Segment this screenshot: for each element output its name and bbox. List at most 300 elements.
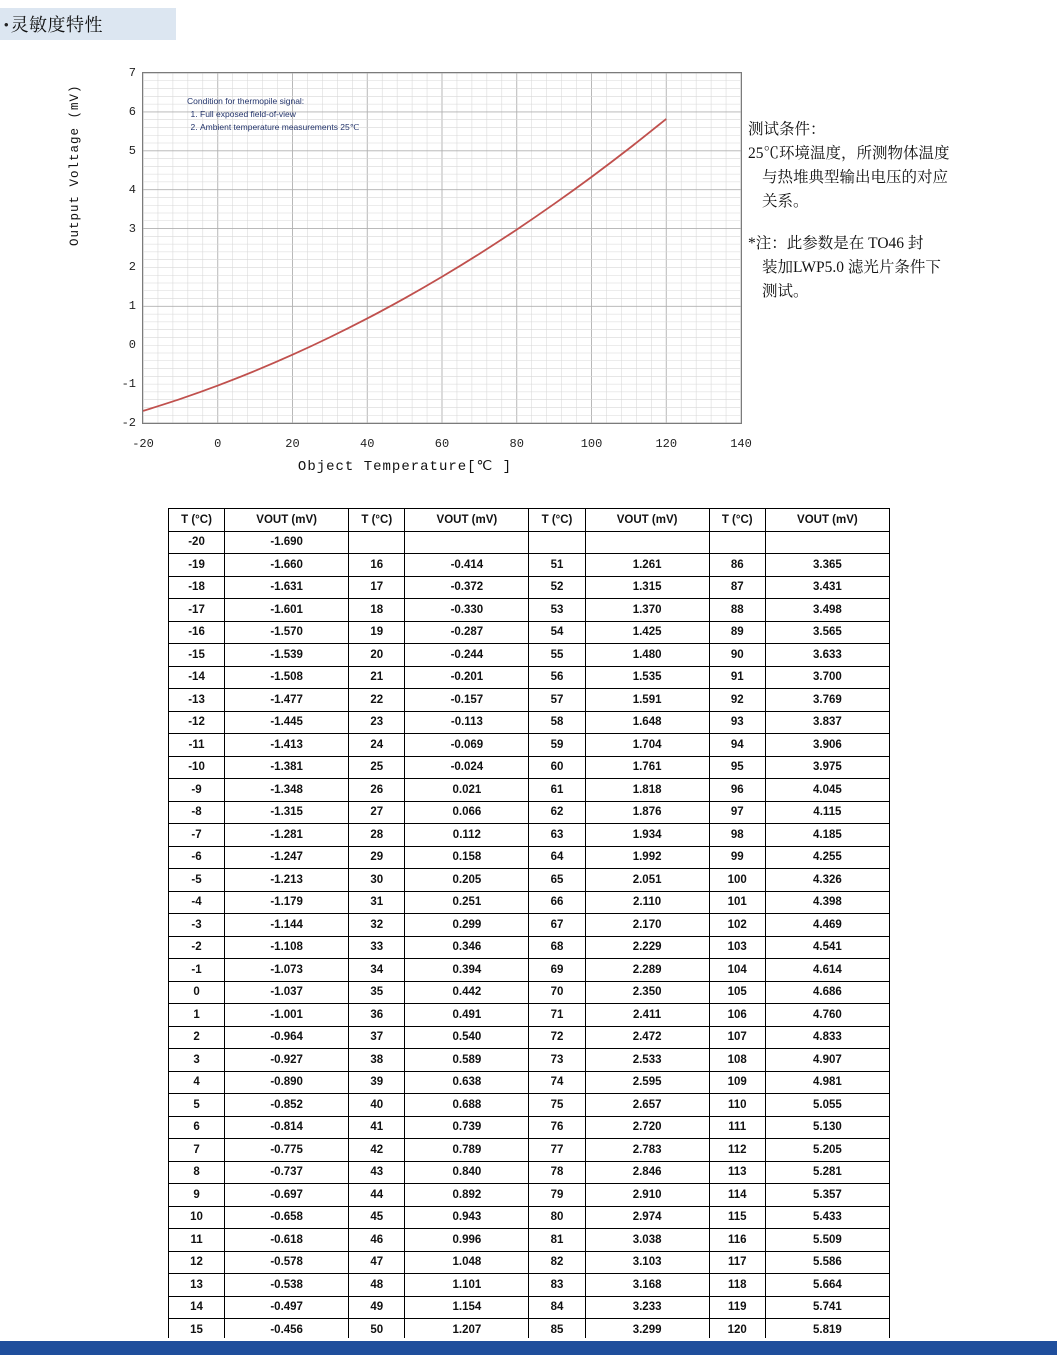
table-cell: -1.247 (225, 846, 349, 869)
table-cell: 4.115 (765, 801, 889, 824)
condition-note-item: 2. Ambient temperature measurements 25℃ (200, 121, 433, 133)
table-cell: 74 (529, 1071, 585, 1094)
chart-series-line (143, 119, 666, 411)
table-cell: 4 (169, 1071, 225, 1094)
table-cell: -2 (169, 936, 225, 959)
table-header-cell-2: T (°C) (349, 509, 405, 532)
table-cell: 81 (529, 1229, 585, 1252)
table-cell: 5.433 (765, 1206, 889, 1229)
chart-y-tick: 3 (128, 221, 136, 236)
table-cell: -18 (169, 576, 225, 599)
table-row (169, 1004, 890, 1027)
table-cell: 13 (169, 1274, 225, 1297)
table-cell: -0.024 (405, 756, 529, 779)
table-cell: 23 (349, 711, 405, 734)
table-cell: 90 (709, 644, 765, 667)
table-cell: 3.299 (585, 1319, 709, 1342)
table-cell: 113 (709, 1161, 765, 1184)
table-cell: 1.048 (405, 1251, 529, 1274)
table-cell: -16 (169, 621, 225, 644)
table-row (169, 891, 890, 914)
table-cell: 15 (169, 1319, 225, 1342)
table-cell: 5.055 (765, 1094, 889, 1117)
table-cell: 87 (709, 576, 765, 599)
table-row (169, 644, 890, 667)
chart-x-tick: 120 (655, 437, 678, 451)
table-cell: 6 (169, 1116, 225, 1139)
table-cell: 105 (709, 981, 765, 1004)
table-cell (585, 531, 709, 554)
table-cell: 83 (529, 1274, 585, 1297)
table-cell: -7 (169, 824, 225, 847)
table-cell: 1.480 (585, 644, 709, 667)
chart-x-axis-label: Object Temperature[℃ ] (297, 459, 513, 475)
table-cell: 4.686 (765, 981, 889, 1004)
table-cell: 50 (349, 1319, 405, 1342)
table-cell: -10 (169, 756, 225, 779)
table-cell: 0.491 (405, 1004, 529, 1027)
table-header-cell-3: VOUT (mV) (405, 509, 529, 532)
table-cell: 35 (349, 981, 405, 1004)
table-cell: 33 (349, 936, 405, 959)
table-cell: 49 (349, 1296, 405, 1319)
table-row (169, 734, 890, 757)
table-cell: -0.330 (405, 599, 529, 622)
table-cell: -0.737 (225, 1161, 349, 1184)
table-row (169, 1229, 890, 1252)
table-cell: 0.394 (405, 959, 529, 982)
table-cell: -13 (169, 689, 225, 712)
table-cell: 68 (529, 936, 585, 959)
table-cell: 82 (529, 1251, 585, 1274)
chart-y-tick: 1 (128, 299, 136, 314)
table-cell: 72 (529, 1026, 585, 1049)
table-cell: 7 (169, 1139, 225, 1162)
chart-x-tick: 20 (285, 437, 300, 451)
note-title: 测试条件： (748, 121, 826, 138)
table-row (169, 846, 890, 869)
table-cell: 2.229 (585, 936, 709, 959)
table-cell: 0.112 (405, 824, 529, 847)
table-cell: 31 (349, 891, 405, 914)
table-cell: -0.578 (225, 1251, 349, 1274)
table-cell: 0.346 (405, 936, 529, 959)
table-cell: -0.157 (405, 689, 529, 712)
table-row (169, 1296, 890, 1319)
table-cell: 1.818 (585, 779, 709, 802)
table-cell: 1.425 (585, 621, 709, 644)
table-header-cell-5: VOUT (mV) (585, 509, 709, 532)
table-row (169, 801, 890, 824)
table-row (169, 531, 890, 554)
table-cell: -3 (169, 914, 225, 937)
table-cell: 102 (709, 914, 765, 937)
table-cell: -1.601 (225, 599, 349, 622)
table-cell (765, 531, 889, 554)
table-row (169, 621, 890, 644)
table-cell: 3 (169, 1049, 225, 1072)
table-cell: 0.205 (405, 869, 529, 892)
table-row (169, 981, 890, 1004)
table-cell: 34 (349, 959, 405, 982)
table-cell: 106 (709, 1004, 765, 1027)
table-cell: 4.185 (765, 824, 889, 847)
page-title: 灵敏度特性 (10, 15, 104, 35)
table-cell: 54 (529, 621, 585, 644)
table-row (169, 1116, 890, 1139)
table-cell: -0.890 (225, 1071, 349, 1094)
table-cell: -9 (169, 779, 225, 802)
table-cell: -4 (169, 891, 225, 914)
table-cell: -1.073 (225, 959, 349, 982)
chart-y-tick: 0 (128, 338, 136, 353)
table-cell: 95 (709, 756, 765, 779)
table-cell: 0.996 (405, 1229, 529, 1252)
table-cell: 4.760 (765, 1004, 889, 1027)
table-cell: 60 (529, 756, 585, 779)
table-cell: -1.631 (225, 576, 349, 599)
table-cell: 8 (169, 1161, 225, 1184)
table-cell: 4.398 (765, 891, 889, 914)
section-header (0, 8, 176, 40)
table-cell: -14 (169, 666, 225, 689)
table-cell: 108 (709, 1049, 765, 1072)
table-cell: 0.589 (405, 1049, 529, 1072)
table-header-cell-6: T (°C) (709, 509, 765, 532)
table-cell: 28 (349, 824, 405, 847)
table-cell: 3.700 (765, 666, 889, 689)
table-cell: 2.350 (585, 981, 709, 1004)
table-cell: 92 (709, 689, 765, 712)
table-cell: 25 (349, 756, 405, 779)
table-cell: -1.144 (225, 914, 349, 937)
test-conditions-note (748, 118, 1048, 304)
chart-x-tick: 100 (580, 437, 603, 451)
table-cell: -0.697 (225, 1184, 349, 1207)
table-cell: 55 (529, 644, 585, 667)
table-cell: -1.348 (225, 779, 349, 802)
table-cell: -8 (169, 801, 225, 824)
table-row (169, 1049, 890, 1072)
table-cell: 0.840 (405, 1161, 529, 1184)
table-cell: 112 (709, 1139, 765, 1162)
table-cell: 5.205 (765, 1139, 889, 1162)
table-cell: 57 (529, 689, 585, 712)
condition-note-line1: Condition for thermopile signal: (187, 96, 305, 106)
table-cell: 56 (529, 666, 585, 689)
table-cell: 1.370 (585, 599, 709, 622)
chart-y-tick: -2 (121, 416, 136, 430)
table-cell: 40 (349, 1094, 405, 1117)
table-cell: 5.130 (765, 1116, 889, 1139)
table-cell: 0.251 (405, 891, 529, 914)
table-cell: 0.789 (405, 1139, 529, 1162)
table-header-cell-0: T (°C) (169, 509, 225, 532)
note-body-line: 25℃环境温度，所测物体温度 (748, 145, 950, 163)
table-cell: 0 (169, 981, 225, 1004)
table-cell: 1.648 (585, 711, 709, 734)
table-cell: 111 (709, 1116, 765, 1139)
table-cell: 84 (529, 1296, 585, 1319)
table-cell: 101 (709, 891, 765, 914)
table-cell: 27 (349, 801, 405, 824)
table-cell: 4.326 (765, 869, 889, 892)
table-row (169, 1274, 890, 1297)
table-cell: 73 (529, 1049, 585, 1072)
table-cell: -1.445 (225, 711, 349, 734)
table-cell: 1 (169, 1004, 225, 1027)
table-cell: 2.289 (585, 959, 709, 982)
table-cell: 109 (709, 1071, 765, 1094)
table-cell: 91 (709, 666, 765, 689)
table-row (169, 1206, 890, 1229)
table-cell: 1.535 (585, 666, 709, 689)
table-cell: 0.299 (405, 914, 529, 937)
table-cell: 1.315 (585, 576, 709, 599)
table-cell: 37 (349, 1026, 405, 1049)
table-row (169, 959, 890, 982)
table-cell: 3.431 (765, 576, 889, 599)
table-cell: 48 (349, 1274, 405, 1297)
table-cell: -1.413 (225, 734, 349, 757)
note-star-line: 装加LWP5.0 滤光片条件下 (762, 259, 941, 277)
table-cell: 2.472 (585, 1026, 709, 1049)
table-cell: 5.819 (765, 1319, 889, 1342)
table-cell: -17 (169, 599, 225, 622)
table-cell: 80 (529, 1206, 585, 1229)
table-row (169, 576, 890, 599)
table-cell: 59 (529, 734, 585, 757)
table-cell: 3.769 (765, 689, 889, 712)
vout-table-head (169, 509, 890, 532)
table-cell: 0.943 (405, 1206, 529, 1229)
table-row (169, 869, 890, 892)
table-cell: -0.538 (225, 1274, 349, 1297)
table-cell: -15 (169, 644, 225, 667)
table-cell: 0.021 (405, 779, 529, 802)
table-cell: 3.365 (765, 554, 889, 577)
table-cell: 3.906 (765, 734, 889, 757)
table-cell: 2 (169, 1026, 225, 1049)
table-cell: 5.357 (765, 1184, 889, 1207)
table-cell: 116 (709, 1229, 765, 1252)
table-cell: 89 (709, 621, 765, 644)
table-cell: -1.381 (225, 756, 349, 779)
table-cell (405, 531, 529, 554)
table-cell: 44 (349, 1184, 405, 1207)
bullet-icon: • (4, 16, 9, 32)
table-cell: 4.907 (765, 1049, 889, 1072)
table-cell: 43 (349, 1161, 405, 1184)
table-cell: 5.741 (765, 1296, 889, 1319)
table-cell: 79 (529, 1184, 585, 1207)
table-cell: -1 (169, 959, 225, 982)
table-cell: -0.658 (225, 1206, 349, 1229)
table-cell: 4.255 (765, 846, 889, 869)
table-cell (529, 531, 585, 554)
table-cell: 5.281 (765, 1161, 889, 1184)
table-cell: 65 (529, 869, 585, 892)
table-cell: 107 (709, 1026, 765, 1049)
chart-plot-area (142, 72, 742, 424)
footer-bar (0, 1341, 1057, 1355)
table-cell: 4.469 (765, 914, 889, 937)
table-cell: 32 (349, 914, 405, 937)
table-row (169, 936, 890, 959)
table-cell: -1.690 (225, 531, 349, 554)
chart-y-axis-label: Output Voltage (mV) (68, 84, 82, 246)
table-cell: 2.411 (585, 1004, 709, 1027)
table-cell: 1.876 (585, 801, 709, 824)
table-cell: -1.179 (225, 891, 349, 914)
table-cell: 4.541 (765, 936, 889, 959)
table-cell: 77 (529, 1139, 585, 1162)
table-cell: -1.477 (225, 689, 349, 712)
table-cell: -12 (169, 711, 225, 734)
table-cell: 24 (349, 734, 405, 757)
table-cell: -0.964 (225, 1026, 349, 1049)
table-cell: 69 (529, 959, 585, 982)
chart-y-tick: 6 (128, 104, 136, 119)
table-cell: 29 (349, 846, 405, 869)
table-cell: -0.927 (225, 1049, 349, 1072)
table-cell: 2.783 (585, 1139, 709, 1162)
table-cell: -0.852 (225, 1094, 349, 1117)
table-cell: 117 (709, 1251, 765, 1274)
table-cell: -1.539 (225, 644, 349, 667)
table-cell: 17 (349, 576, 405, 599)
table-cell: 1.704 (585, 734, 709, 757)
table-cell: -0.414 (405, 554, 529, 577)
table-cell: 58 (529, 711, 585, 734)
table-cell: 21 (349, 666, 405, 689)
table-cell: 1.154 (405, 1296, 529, 1319)
table-cell: 110 (709, 1094, 765, 1117)
table-cell: 5.509 (765, 1229, 889, 1252)
table-cell: 1.934 (585, 824, 709, 847)
table-cell: 88 (709, 599, 765, 622)
table-cell: 1.101 (405, 1274, 529, 1297)
table-header-row (169, 509, 890, 532)
condition-note-list (187, 108, 433, 133)
table-cell: 62 (529, 801, 585, 824)
table-cell: 1.261 (585, 554, 709, 577)
table-cell: -0.287 (405, 621, 529, 644)
table-cell: 1.591 (585, 689, 709, 712)
table-cell: -1.570 (225, 621, 349, 644)
table-cell: 97 (709, 801, 765, 824)
table-cell: 0.442 (405, 981, 529, 1004)
table-cell: 51 (529, 554, 585, 577)
table-cell: 3.498 (765, 599, 889, 622)
table-cell: -1.660 (225, 554, 349, 577)
chart-x-tick: 140 (730, 437, 752, 451)
table-cell: 70 (529, 981, 585, 1004)
table-cell: -1.508 (225, 666, 349, 689)
table-header-cell-7: VOUT (mV) (765, 509, 889, 532)
table-header-cell-4: T (°C) (529, 509, 585, 532)
table-cell: 120 (709, 1319, 765, 1342)
table-cell: 3.103 (585, 1251, 709, 1274)
table-cell: -0.244 (405, 644, 529, 667)
note-body-line: 与热堆典型输出电压的对应 (762, 169, 949, 187)
table-cell: 96 (709, 779, 765, 802)
table-cell: 19 (349, 621, 405, 644)
chart-y-tick: 2 (128, 260, 136, 275)
table-cell: -0.372 (405, 576, 529, 599)
table-cell: 12 (169, 1251, 225, 1274)
table-cell: 71 (529, 1004, 585, 1027)
table-cell: -0.113 (405, 711, 529, 734)
table-cell: 0.688 (405, 1094, 529, 1117)
note-body-line: 关系。 (762, 193, 809, 211)
chart-x-tick: -20 (132, 437, 154, 451)
table-cell: 66 (529, 891, 585, 914)
table-cell: 30 (349, 869, 405, 892)
table-cell: 86 (709, 554, 765, 577)
vout-table-wrapper (168, 508, 890, 1342)
table-cell: 38 (349, 1049, 405, 1072)
table-cell (709, 531, 765, 554)
table-row (169, 666, 890, 689)
chart-y-tick: 5 (128, 143, 136, 158)
table-cell: -0.775 (225, 1139, 349, 1162)
chart-y-tick: -1 (121, 377, 136, 392)
table-cell: -19 (169, 554, 225, 577)
table-cell: 104 (709, 959, 765, 982)
table-cell: 5 (169, 1094, 225, 1117)
chart-x-tick: 0 (214, 437, 222, 451)
table-cell: 63 (529, 824, 585, 847)
table-row (169, 824, 890, 847)
table-cell: 39 (349, 1071, 405, 1094)
table-cell: 2.170 (585, 914, 709, 937)
vout-table (168, 508, 890, 1342)
table-cell: 2.974 (585, 1206, 709, 1229)
table-cell: 3.038 (585, 1229, 709, 1252)
table-row (169, 1184, 890, 1207)
table-cell: 20 (349, 644, 405, 667)
table-cell: 99 (709, 846, 765, 869)
table-cell: 78 (529, 1161, 585, 1184)
table-cell: 118 (709, 1274, 765, 1297)
chart-x-tick: 40 (360, 437, 375, 451)
table-cell: 64 (529, 846, 585, 869)
table-cell: 5.664 (765, 1274, 889, 1297)
chart-y-tick: 4 (128, 182, 136, 197)
table-cell: 98 (709, 824, 765, 847)
table-cell: 114 (709, 1184, 765, 1207)
table-cell: 2.110 (585, 891, 709, 914)
table-cell: -0.497 (225, 1296, 349, 1319)
table-cell: 1.207 (405, 1319, 529, 1342)
table-cell: 103 (709, 936, 765, 959)
table-cell (349, 531, 405, 554)
table-cell: 2.051 (585, 869, 709, 892)
table-cell: 0.066 (405, 801, 529, 824)
table-cell: 26 (349, 779, 405, 802)
vout-table-body (169, 531, 890, 1341)
table-row (169, 914, 890, 937)
table-cell: -6 (169, 846, 225, 869)
table-row (169, 1161, 890, 1184)
table-header-cell-1: VOUT (mV) (225, 509, 349, 532)
table-cell: -0.201 (405, 666, 529, 689)
table-cell: 42 (349, 1139, 405, 1162)
table-cell: -0.069 (405, 734, 529, 757)
table-cell: 76 (529, 1116, 585, 1139)
table-cell: -5 (169, 869, 225, 892)
